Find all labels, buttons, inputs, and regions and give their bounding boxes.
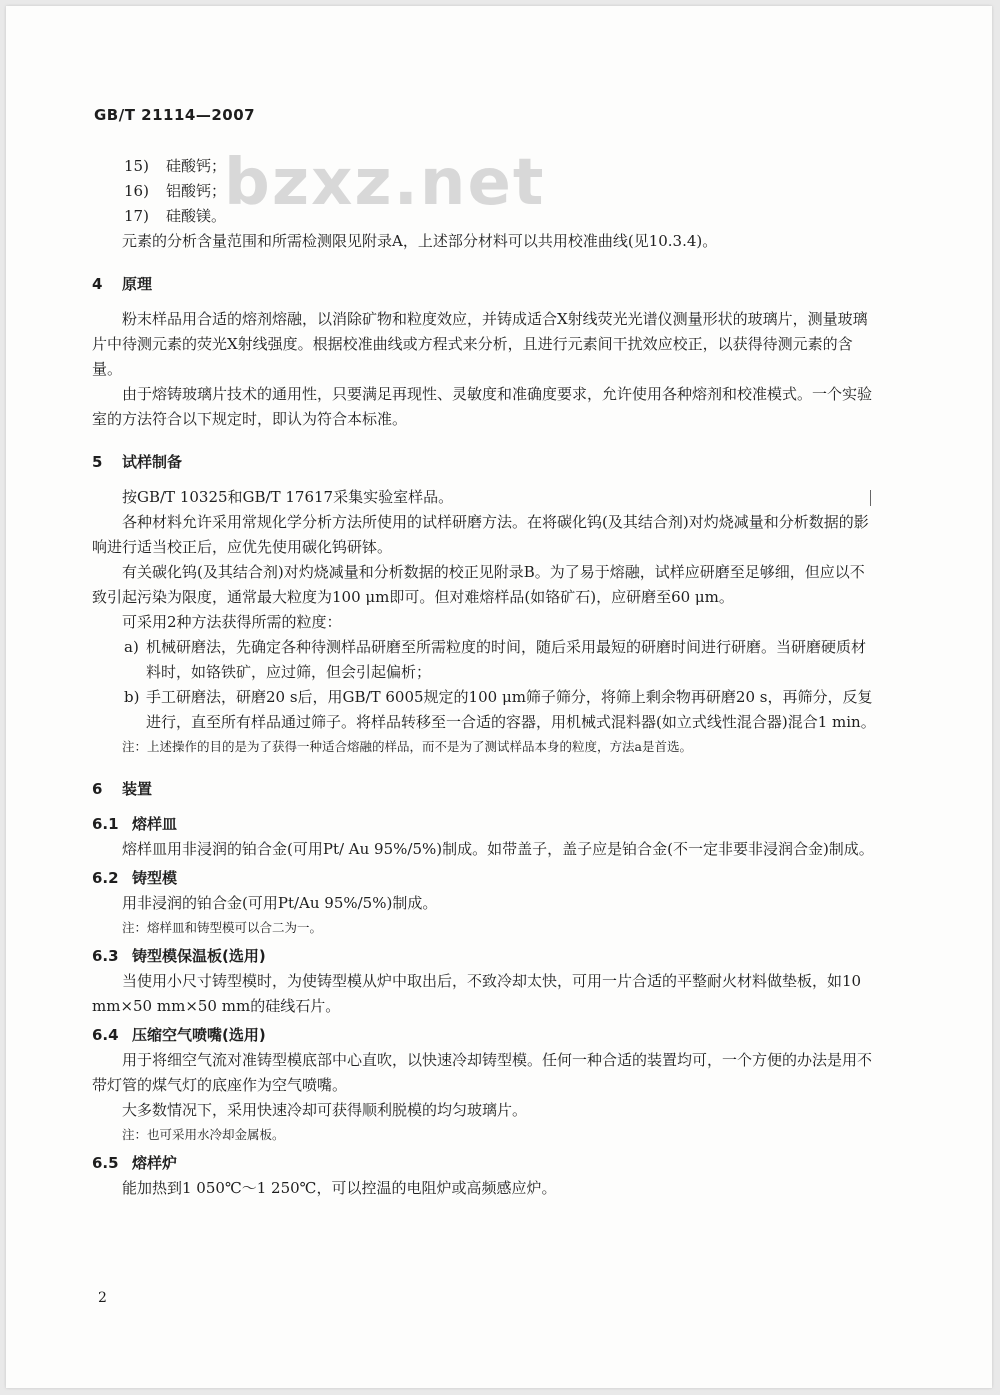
subsection-6-2-note: 注：熔样皿和铸型模可以合二为一。 [122,920,323,935]
subsection-6-4-note: 注：也可采用水冷却金属板。 [122,1127,285,1142]
watermark: bzxz.net [224,146,546,220]
subsection-6-1-text: 熔样皿用非浸润的铂合金(可用Pt/ Au 95%/5%)制成。如带盖子，盖子应是铂合金(不一定非要非浸润合金)制成。 [122,840,874,858]
subsection-6-5-heading: 6.5 熔样炉 [92,1154,178,1172]
section-4-heading: 4 原理 [92,275,153,293]
page-number: 2 [98,1290,107,1306]
section-5-heading: 5 试样制备 [92,453,183,471]
list-item: 17) 硅酸镁。 [124,207,227,225]
method-item-a: a) 机械研磨法，先确定各种待测样品研磨至所需粒度的时间，随后采用最短的研磨时间进行研磨。当研磨硬质材料时，如铬铁矿，应过筛，但会引起偏析； [124,638,867,681]
section-5-paragraph: 有关碳化钨(及其结合剂)对灼烧减量和分析数据的校正见附录B。为了易于熔融，试样应研磨至足够细，但应以不致引起污染为限度，通常最大粒度为100 μm即可。但对难熔样品(如铬矿石)，应研磨至60 μm。 [92,563,865,606]
subsection-6-4-heading: 6.4 压缩空气喷嘴(选用) [92,1026,266,1044]
section-5-paragraph: 各种材料允许采用常规化学分析方法所使用的试样研磨方法。在将碳化钨(及其结合剂)对灼烧减量和分析数据的影响进行适当校正后，应优先使用碳化钨研钵。 [92,513,869,556]
subsection-6-3-heading: 6.3 铸型模保温板(选用) [92,947,266,965]
subsection-6-2-heading: 6.2 铸型模 [92,869,178,887]
section-4-paragraph: 由于熔铸玻璃片技术的通用性，只要满足再现性、灵敏度和准确度要求，允许使用各种熔剂和校准模式。一个实验室的方法符合以下规定时，即认为符合本标准。 [92,385,873,428]
standard-header: GB/T 21114—2007 [94,106,256,124]
section-5-note: 注：上述操作的目的是为了获得一种适合熔融的样品，而不是为了测试样品本身的粒度，方法a是首选。 [122,739,692,754]
section-4-paragraph: 粉末样品用合适的熔剂熔融，以消除矿物和粒度效应，并铸成适合X射线荧光光谱仪测量形状的玻璃片，测量玻璃片中待测元素的荧光X射线强度。根据校准曲线或方程式来分析，且进行元素间干扰效应校正，以获得待测元素的含量。 [92,310,868,378]
section-5-paragraph: 按GB/T 10325和GB/T 17617采集实验室样品。 [122,488,454,506]
list-item: 16) 铝酸钙； [124,182,227,200]
page-content [92,154,878,1201]
range-note: 元素的分析含量范围和所需检测限见附录A，上述部分材料可以共用校准曲线(见10.3.4)。 [122,232,718,250]
section-5-paragraph: 可采用2种方法获得所需的粒度： [122,613,342,631]
subsection-6-1-heading: 6.1 熔样皿 [92,815,178,833]
subsection-6-4-text: 用于将细空气流对准铸型模底部中心直吹，以快速冷却铸型模。任何一种合适的装置均可，一个方便的办法是用不带灯管的煤气灯的底座作为空气喷嘴。 [92,1051,873,1094]
subsection-6-2-text: 用非浸润的铂合金(可用Pt/Au 95%/5%)制成。 [122,894,438,912]
subsection-6-4-text-2: 大多数情况下，采用快速冷却可获得顺利脱模的均匀玻璃片。 [122,1101,528,1119]
subsection-6-5-text: 能加热到1 050℃～1 250℃，可以控温的电阻炉或高频感应炉。 [122,1179,557,1197]
document-page [6,6,992,1388]
method-item-b: b) 手工研磨法，研磨20 s后，用GB/T 6005规定的100 μm筛子筛分，将筛上剩余物再研磨20 s，再筛分，反复进行，直至所有样品通过筛子。将样品转移至一合适的容器，用机械式混料器(如立式线性混合器)混合1 min。 [124,688,876,731]
subsection-6-3-text: 当使用小尺寸铸型模时，为使铸型模从炉中取出后，不致冷却太快，可用一片合适的平整耐火材料做垫板，如10 mm×50 mm×50 mm的硅线石片。 [92,972,862,1015]
list-item: 15) 硅酸钙； [124,157,227,175]
section-6-heading: 6 装置 [92,780,153,798]
